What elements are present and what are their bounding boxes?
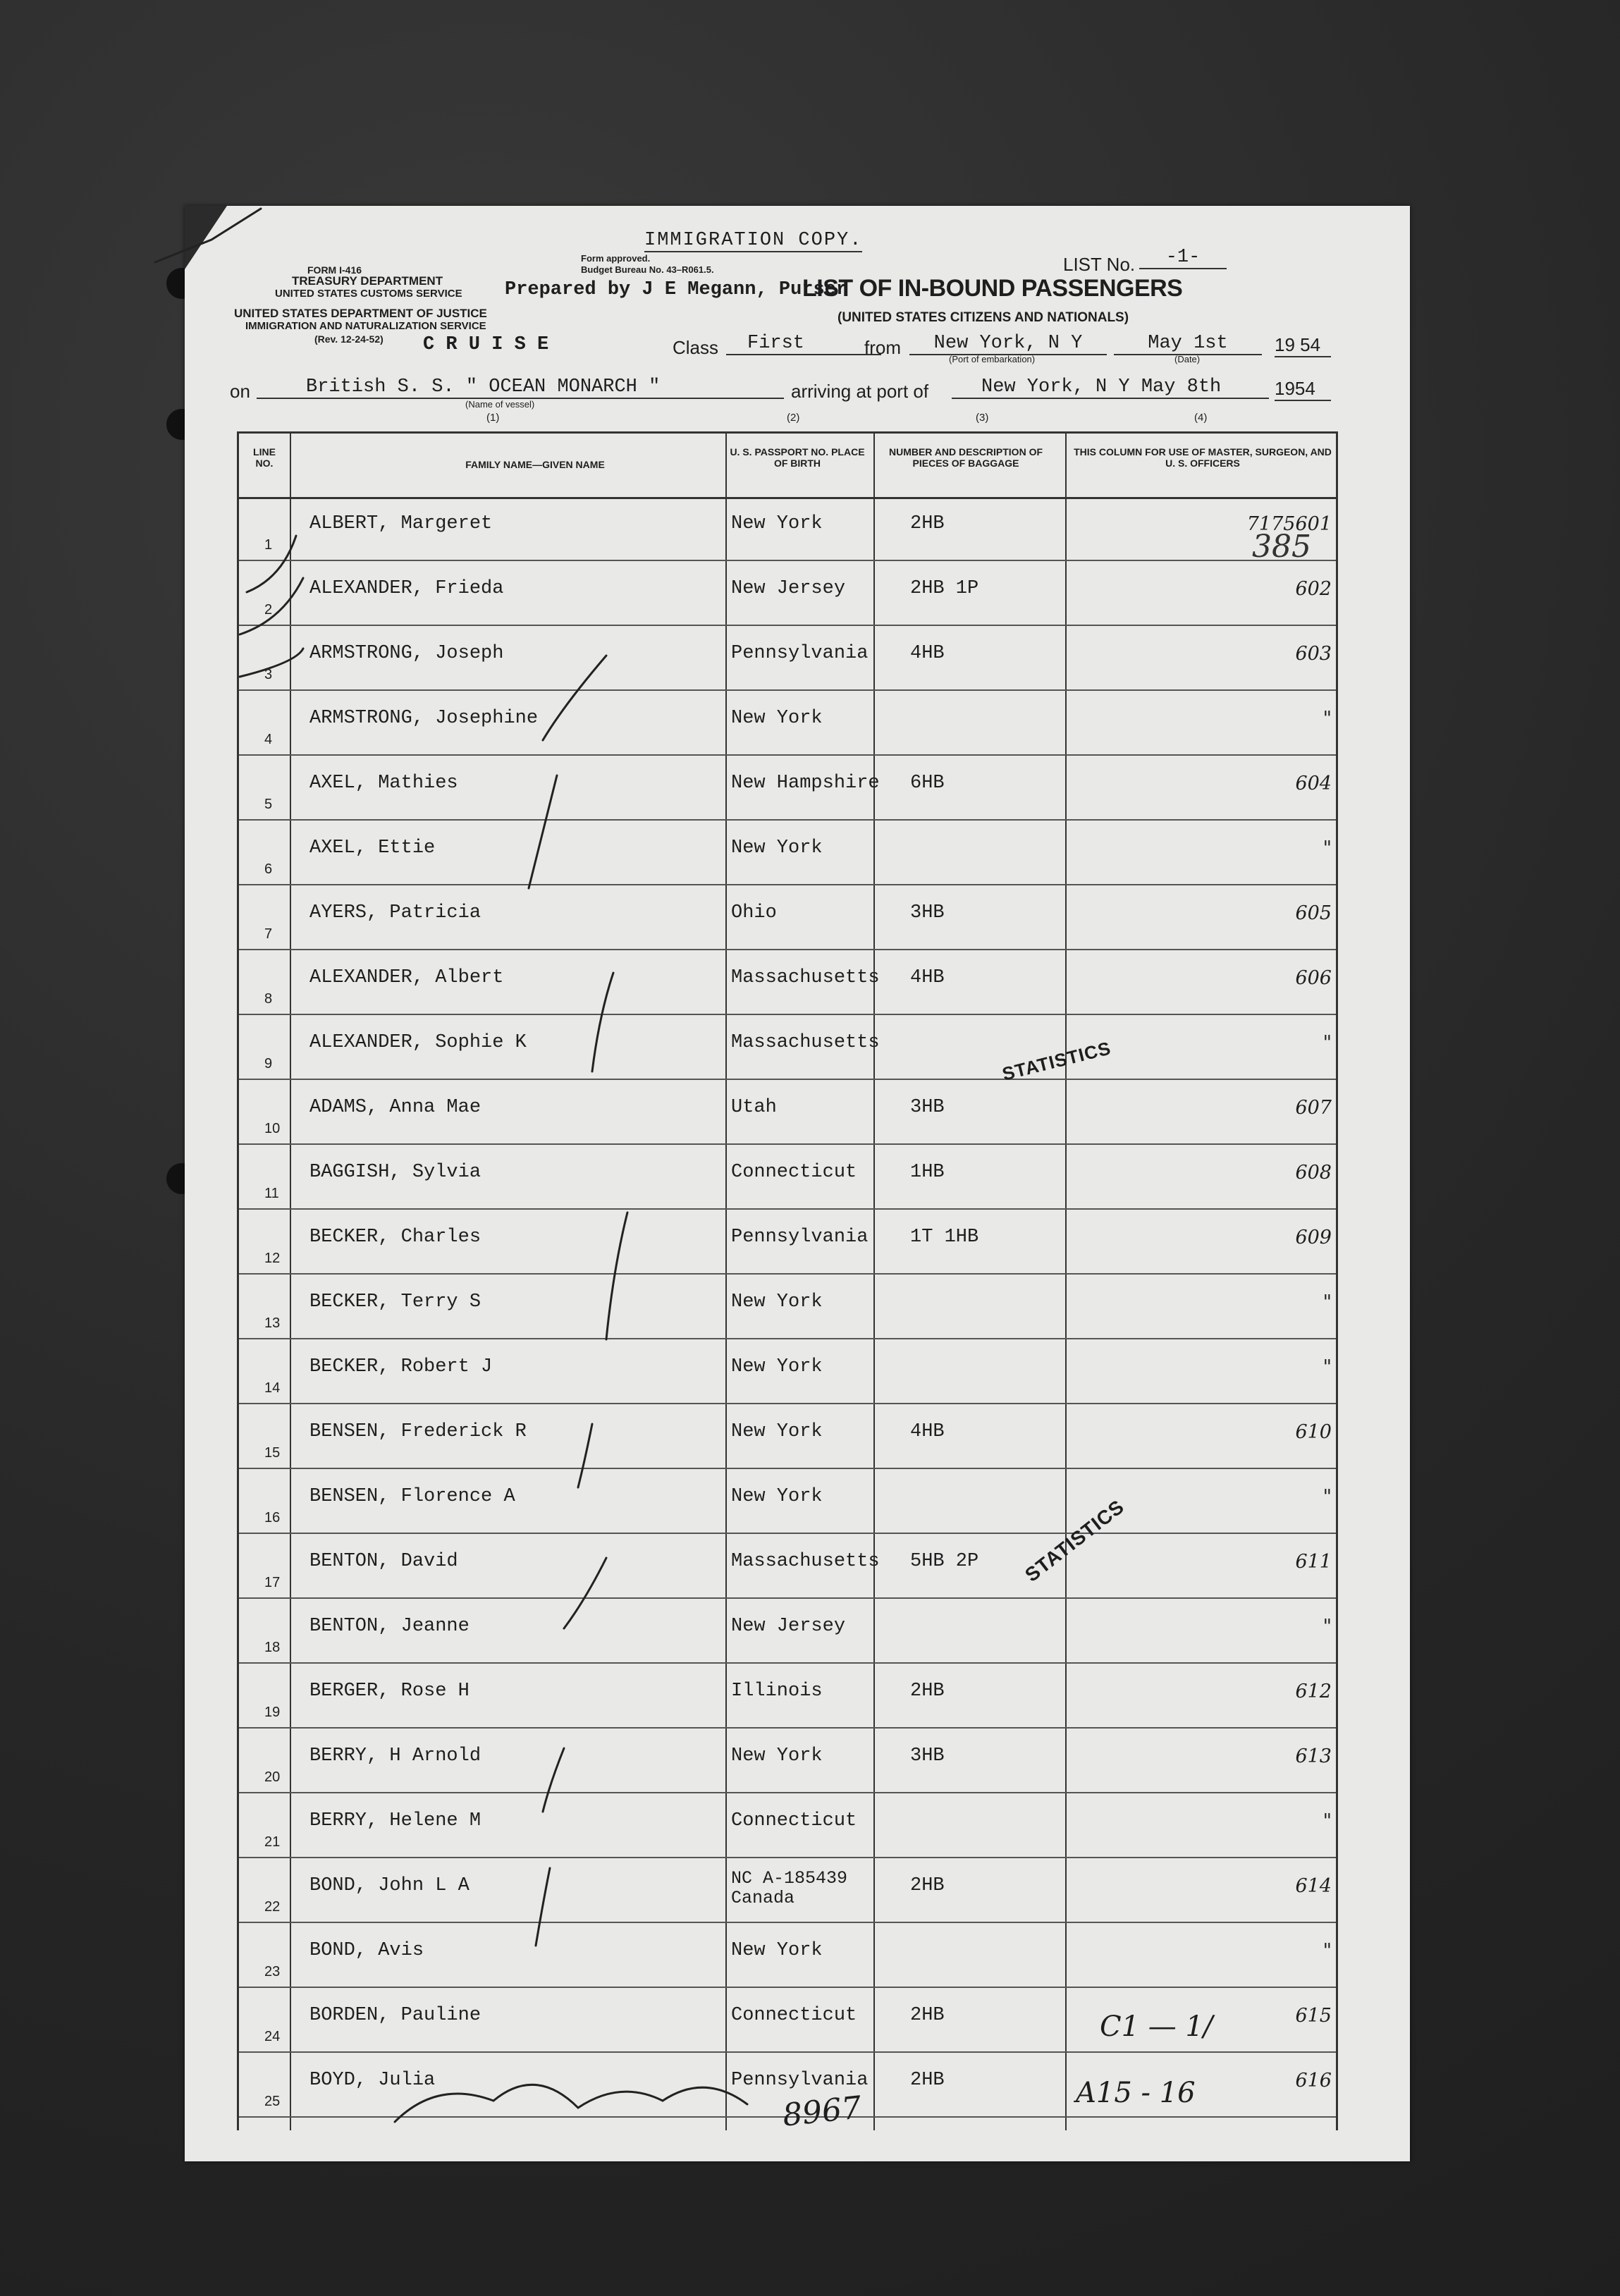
line-number: 11 [264,1186,279,1201]
treasury-department: TREASURY DEPARTMENT [292,274,443,288]
officer-number: " [1323,1810,1332,1832]
arrival-port-date: New York, N Y May 8th [952,376,1269,399]
baggage-pieces: 2HB [910,513,945,534]
handwritten-signature-number: 8967 [780,2089,864,2134]
department-of-justice: UNITED STATES DEPARTMENT OF JUSTICE [234,307,487,320]
list-no-label: LIST No. [1063,254,1136,275]
place-of-birth: Massachusetts [731,1551,880,1572]
passenger-name: BENTON, David [309,1551,458,1572]
place-of-birth: Utah [731,1097,777,1118]
place-of-birth: Pennsylvania [731,1227,869,1248]
baggage-pieces: 3HB [910,1097,945,1118]
officer-number: 611 [1295,1551,1332,1573]
handwritten-c1: C1 — 1/ [1100,2010,1213,2043]
arriving-label: arriving at port of [791,381,929,402]
port-embarkation-caption: (Port of embarkation) [949,354,1036,364]
line-number: 1 [264,537,273,553]
passenger-name: AXEL, Ettie [309,837,436,859]
passenger-name: BERGER, Rose H [309,1681,470,1702]
passenger-name: BERRY, H Arnold [309,1745,481,1767]
line-number: 8 [264,991,273,1007]
line-number: 18 [264,1640,281,1655]
baggage-pieces: 3HB [910,1745,945,1767]
passenger-name: BORDEN, Pauline [309,2005,481,2026]
officer-number: 602 [1295,578,1332,600]
handwritten-385: 385 [1252,529,1311,565]
check-mark-icon [247,536,296,592]
line-number: 7 [264,926,273,942]
arrival-year: 1954 [1275,378,1331,401]
class-label: Class [673,337,719,358]
place-of-birth: New York [731,1291,823,1313]
line-number: 3 [264,667,273,682]
passenger-name: BENSEN, Frederick R [309,1421,527,1442]
list-no-value: -1- [1139,247,1227,269]
baggage-pieces: 2HB [910,2005,945,2026]
form-number: FORM I-416 [307,264,362,276]
col-num-4: (4) [1194,412,1208,424]
line-number: 17 [264,1575,281,1590]
line-number: 24 [264,2029,281,2044]
place-of-birth: New Jersey [731,1616,846,1637]
place-of-birth: Connecticut [731,1810,857,1831]
line-number: 25 [264,2094,281,2109]
vessel-caption: (Name of vessel) [465,399,535,410]
list-title: LIST OF IN-BOUND PASSENGERS [802,275,1183,302]
on-label: on [230,381,250,402]
passenger-name: ADAMS, Anna Mae [309,1097,481,1118]
passenger-name: BOYD, Julia [309,2070,436,2091]
baggage-pieces: 1HB [910,1162,945,1183]
statistics-stamp: STATISTICS [1021,1495,1129,1586]
baggage-pieces: 4HB [910,967,945,988]
customs-service: UNITED STATES CUSTOMS SERVICE [275,288,462,300]
place-of-birth: New York [731,1486,823,1507]
officer-number: " [1323,1940,1332,1962]
naturalization-service: IMMIGRATION AND NATURALIZATION SERVICE [245,320,486,332]
officer-number: " [1323,708,1332,730]
place-of-birth-line2: Canada [731,1888,795,1908]
line-number: 20 [264,1769,281,1785]
officer-number: 615 [1295,2005,1332,2027]
line-number: 10 [264,1121,281,1136]
vessel-name: British S. S. " OCEAN MONARCH " [257,376,784,399]
departure-date: May 1st [1114,333,1262,355]
passenger-name: BOND, Avis [309,1940,424,1961]
handwritten-a15: A15 - 16 [1076,2077,1196,2109]
passenger-name: AXEL, Mathies [309,773,458,794]
line-number: 2 [264,602,273,618]
baggage-pieces: 6HB [910,773,945,794]
place-of-birth: Massachusetts [731,967,880,988]
passenger-name: ALBERT, Margeret [309,513,493,534]
col-num-1: (1) [486,412,500,424]
line-number: 5 [264,797,273,812]
place-of-birth: New York [731,513,823,534]
passenger-name: BAGGISH, Sylvia [309,1162,481,1183]
officer-number: 603 [1295,643,1332,665]
place-of-birth: Pennsylvania [731,643,869,664]
passenger-name: BECKER, Charles [309,1227,481,1248]
passenger-name: ALEXANDER, Sophie K [309,1032,527,1053]
cruise-label: C R U I S E [423,334,549,355]
officer-number: 616 [1295,2070,1332,2092]
officer-number: 607 [1295,1097,1332,1119]
baggage-pieces: 4HB [910,1421,945,1442]
header-officers: THIS COLUMN FOR USE OF MASTER, SURGEON, AND U. S. OFFICERS [1074,446,1332,469]
place-of-birth: New Jersey [731,578,846,599]
place-of-birth: New York [731,1940,823,1961]
officer-number: " [1323,1291,1332,1313]
prepared-by: Prepared by J E Megann, Purser [505,279,848,300]
officer-number: 606 [1295,967,1332,989]
check-mark-icon [155,209,261,262]
header-passport: U. S. PASSPORT NO. PLACE OF BIRTH [730,446,865,469]
passenger-name: BOND, John L A [309,1875,470,1896]
line-number: 12 [264,1251,281,1266]
place-of-birth: Massachusetts [731,1032,880,1053]
place-of-birth: New York [731,1356,823,1377]
officer-number: 609 [1295,1227,1332,1248]
passenger-name: BENSEN, Florence A [309,1486,515,1507]
officer-number: " [1323,1032,1332,1054]
passenger-name: AYERS, Patricia [309,902,481,923]
line-number: 4 [264,732,273,747]
line-number: 13 [264,1315,281,1331]
baggage-pieces: 5HB 2P [910,1551,979,1572]
passenger-name: BECKER, Robert J [309,1356,493,1377]
officer-number: 608 [1295,1162,1332,1184]
officer-number: " [1323,1356,1332,1378]
from-value: New York, N Y [909,333,1107,355]
line-number: 15 [264,1445,281,1461]
line-number: 9 [264,1056,273,1072]
place-of-birth: New York [731,837,823,859]
statistics-stamp: STATISTICS [1000,1037,1113,1085]
officer-number: 605 [1295,902,1332,924]
class-value: First [726,333,881,355]
place-of-birth: Ohio [731,902,777,923]
baggage-pieces: 2HB [910,2070,945,2091]
officer-number: 614 [1295,1875,1332,1897]
baggage-pieces: 2HB 1P [910,578,979,599]
from-label: from [864,337,901,358]
passenger-name: ALEXANDER, Frieda [309,578,504,599]
departure-year: 19 54 [1275,334,1331,357]
citizens-subtitle: (UNITED STATES CITIZENS AND NATIONALS) [837,310,1129,325]
line-number: 6 [264,861,273,877]
passenger-name: ARMSTRONG, Joseph [309,643,504,664]
baggage-pieces: 3HB [910,902,945,923]
header-name: FAMILY NAME—GIVEN NAME [465,459,605,470]
budget-bureau: Budget Bureau No. 43–R061.5. [581,264,714,275]
officer-number: " [1323,837,1332,859]
place-of-birth: Illinois [731,1681,823,1702]
col-num-3: (3) [976,412,989,424]
place-of-birth: New York [731,1745,823,1767]
officer-number: 610 [1295,1421,1332,1443]
baggage-pieces: 1T 1HB [910,1227,979,1248]
form-approved: Form approved. [581,253,651,264]
passenger-name: BENTON, Jeanne [309,1616,470,1637]
officer-number: 7175601 [1246,513,1332,535]
baggage-pieces: 4HB [910,643,945,664]
header-line-no: LINE NO. [253,446,276,469]
line-number: 16 [264,1510,281,1525]
date-caption: (Date) [1174,354,1201,364]
line-number: 14 [264,1380,281,1396]
passenger-name: BECKER, Terry S [309,1291,481,1313]
passenger-name: ARMSTRONG, Josephine [309,708,539,729]
officer-number: " [1323,1616,1332,1638]
place-of-birth: Connecticut [731,1162,857,1183]
place-of-birth: New Hampshire [731,773,880,794]
line-number: 19 [264,1705,281,1720]
form-revision: (Rev. 12-24-52) [314,333,383,345]
officer-number: 612 [1295,1681,1332,1702]
officer-number: 613 [1295,1745,1332,1767]
officer-number: 604 [1295,773,1332,794]
line-number: 21 [264,1834,281,1850]
col-num-2: (2) [787,412,800,424]
place-of-birth: New York [731,708,823,729]
place-of-birth: New York [731,1421,823,1442]
line-number: 23 [264,1964,281,1979]
header-baggage: NUMBER AND DESCRIPTION OF PIECES OF BAGGAGE [888,446,1043,469]
baggage-pieces: 2HB [910,1875,945,1896]
immigration-copy-title: IMMIGRATION COPY. [644,230,863,251]
baggage-pieces: 2HB [910,1681,945,1702]
place-of-birth: Connecticut [731,2005,857,2026]
line-number: 22 [264,1899,281,1915]
passenger-name: BERRY, Helene M [309,1810,481,1831]
passenger-name: ALEXANDER, Albert [309,967,504,988]
place-of-birth: NC A-185439 [731,1868,848,1889]
officer-number: " [1323,1486,1332,1508]
place-of-birth: Pennsylvania [731,2070,869,2091]
